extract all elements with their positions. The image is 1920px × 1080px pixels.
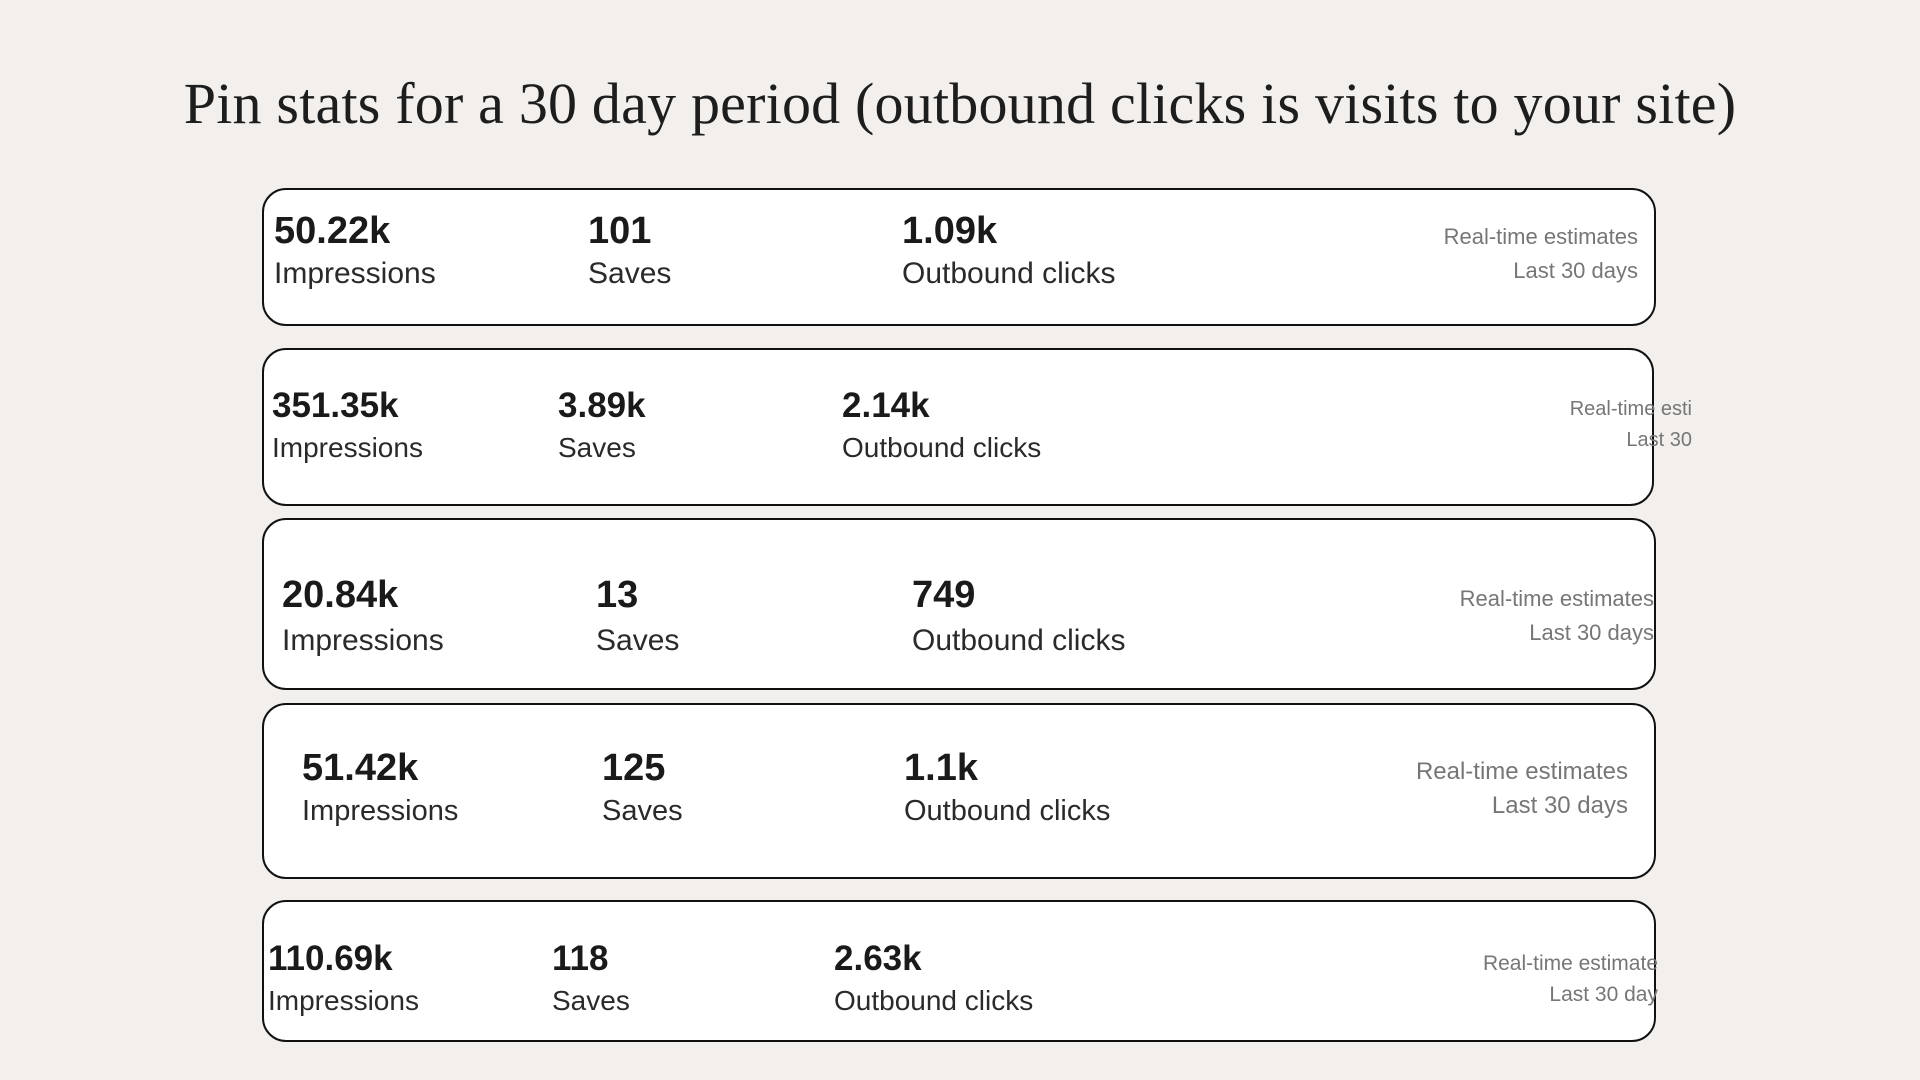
estimate-note-line2: Last 30 bbox=[1626, 429, 1692, 451]
outbound-clicks-value: 1.09k bbox=[902, 210, 998, 252]
saves-value: 125 bbox=[602, 747, 666, 789]
outbound-clicks-stat bbox=[834, 938, 1033, 1022]
impressions-label: Impressions bbox=[268, 985, 419, 1016]
pin-stats-card bbox=[262, 703, 1656, 879]
estimate-note-line1: Real-time estimates bbox=[1415, 758, 1628, 785]
outbound-clicks-label: Outbound clicks bbox=[842, 432, 1042, 463]
saves-stat bbox=[588, 208, 671, 294]
impressions-stat bbox=[274, 208, 436, 294]
saves-stat bbox=[558, 384, 646, 468]
impressions-stat bbox=[272, 384, 423, 468]
saves-label: Saves bbox=[552, 985, 630, 1016]
saves-stat bbox=[602, 745, 683, 831]
outbound-clicks-value: 1.1k bbox=[904, 747, 978, 789]
outbound-clicks-value: 749 bbox=[912, 574, 976, 616]
estimate-note-line1: Real-time estimates bbox=[1443, 224, 1638, 249]
estimate-note-line2: Last 30 days bbox=[1513, 258, 1638, 283]
impressions-value: 50.22k bbox=[274, 210, 391, 252]
outbound-clicks-label: Outbound clicks bbox=[902, 257, 1116, 290]
outbound-clicks-label: Outbound clicks bbox=[904, 795, 1111, 827]
outbound-clicks-value: 2.63k bbox=[834, 939, 922, 978]
impressions-value: 351.35k bbox=[272, 386, 399, 425]
pin-stats-card bbox=[262, 188, 1656, 326]
saves-label: Saves bbox=[596, 624, 680, 657]
estimate-note bbox=[1483, 948, 1658, 1010]
outbound-clicks-label: Outbound clicks bbox=[912, 624, 1126, 657]
estimate-note bbox=[1416, 755, 1628, 823]
saves-value: 101 bbox=[588, 210, 652, 252]
outbound-clicks-value: 2.14k bbox=[842, 386, 930, 425]
saves-stat bbox=[596, 572, 679, 664]
saves-value: 3.89k bbox=[558, 386, 646, 425]
outbound-clicks-stat bbox=[912, 572, 1125, 664]
saves-value: 118 bbox=[552, 939, 609, 978]
outbound-clicks-stat bbox=[842, 384, 1041, 468]
impressions-label: Impressions bbox=[272, 432, 423, 463]
impressions-stat bbox=[268, 938, 419, 1022]
page-title: Pin stats for a 30 day period (outbound clicks is visits to your site) bbox=[183, 71, 1737, 136]
estimate-note-line2: Last 30 days bbox=[1491, 792, 1628, 819]
saves-value: 13 bbox=[596, 574, 639, 616]
saves-label: Saves bbox=[588, 257, 672, 290]
impressions-stat bbox=[302, 745, 458, 831]
estimate-note bbox=[1444, 220, 1638, 288]
estimate-note bbox=[1570, 394, 1692, 456]
impressions-value: 20.84k bbox=[282, 574, 399, 616]
outbound-clicks-label: Outbound clicks bbox=[834, 985, 1034, 1016]
saves-label: Saves bbox=[558, 432, 636, 463]
impressions-stat bbox=[282, 572, 444, 664]
estimate-note-line1: Real-time esti bbox=[1569, 398, 1692, 420]
impressions-value: 110.69k bbox=[268, 939, 393, 978]
estimate-note-line1: Real-time estimates bbox=[1459, 586, 1654, 611]
estimate-note-line1: Real-time estimate bbox=[1482, 952, 1658, 975]
impressions-label: Impressions bbox=[282, 624, 444, 657]
pin-stats-card bbox=[262, 348, 1692, 506]
estimate-note-line2: Last 30 days bbox=[1529, 620, 1654, 645]
estimate-note-line2: Last 30 day bbox=[1549, 983, 1658, 1006]
saves-stat bbox=[552, 938, 630, 1022]
estimate-note bbox=[1460, 582, 1654, 650]
impressions-label: Impressions bbox=[274, 257, 436, 290]
saves-label: Saves bbox=[602, 795, 683, 827]
pin-stats-card bbox=[262, 518, 1656, 690]
outbound-clicks-stat bbox=[904, 745, 1110, 831]
impressions-value: 51.42k bbox=[302, 747, 419, 789]
outbound-clicks-stat bbox=[902, 208, 1115, 294]
impressions-label: Impressions bbox=[302, 795, 459, 827]
pin-stats-card bbox=[262, 900, 1656, 1042]
